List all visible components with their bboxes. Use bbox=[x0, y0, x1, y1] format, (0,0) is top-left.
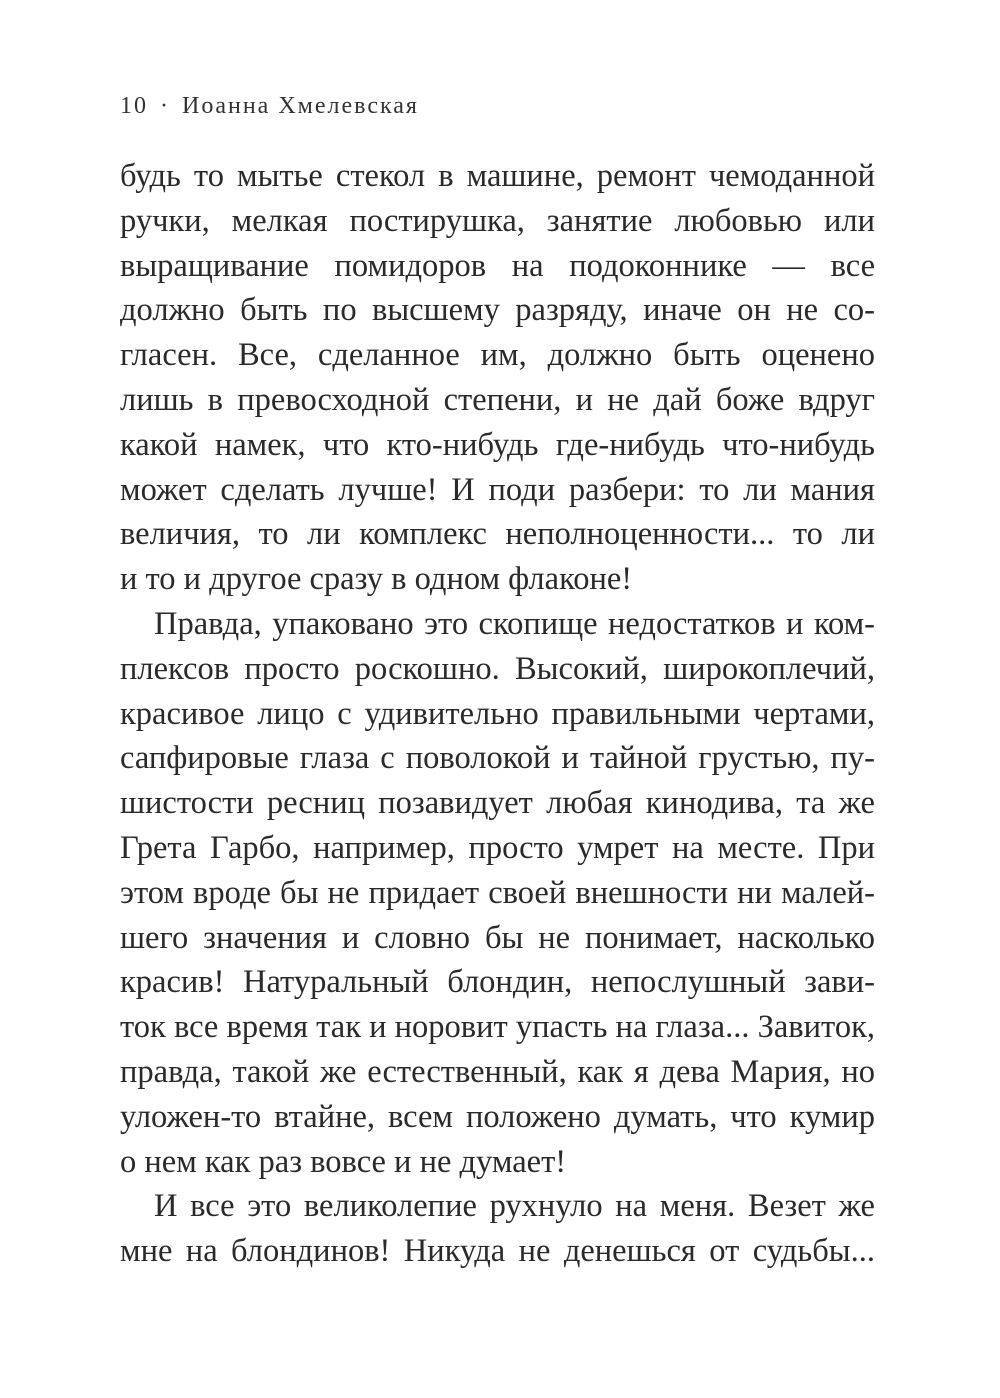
text-line: и то и другое сразу в одном флаконе! bbox=[120, 561, 633, 598]
header-separator: · bbox=[160, 93, 170, 119]
text-line: величия, то ли комплекс неполноценности... то ли bbox=[120, 516, 875, 553]
text-line: плексов просто роскошно. Высокий, широкоплечий, bbox=[120, 650, 875, 687]
text-line: выращивание помидоров на подоконнике — все bbox=[120, 247, 875, 284]
text-line: сапфировые глаза с поволокой и тайной грустью, пу- bbox=[120, 740, 875, 777]
text-line: о нем как раз вовсе и не думает! bbox=[120, 1143, 567, 1180]
text-line: мне на блондинов! Никуда не денешься от судьбы... bbox=[120, 1233, 875, 1270]
paragraph-3 bbox=[120, 1184, 875, 1274]
text-line: правда, такой же естественный, как я дева Мария, но bbox=[120, 1053, 875, 1090]
text-line: какой намек, что кто-нибудь где-нибудь что-нибудь bbox=[120, 426, 875, 463]
paragraph-1 bbox=[120, 154, 875, 602]
text-line: Грета Гарбо, например, просто умрет на месте. При bbox=[120, 829, 875, 866]
text-line: будь то мытье стекол в машине, ремонт чемоданной bbox=[120, 158, 875, 194]
text-line: шего значения и словно бы не понимает, насколько bbox=[120, 919, 875, 956]
text-line: может сделать лучше! И поди разбери: то ли мания bbox=[120, 471, 875, 508]
paragraph-2 bbox=[120, 602, 875, 1184]
running-head bbox=[120, 93, 419, 120]
text-line: ток все время так и норовит упасть на глаза... Завиток, bbox=[120, 1009, 875, 1046]
text-line: красив! Натуральный блондин, непослушный зави- bbox=[120, 964, 875, 1001]
body-text bbox=[120, 154, 875, 1274]
text-line: Правда, упаковано это скопище недостатков и ком- bbox=[154, 605, 875, 642]
text-line: лишь в превосходной степени, и не дай боже вдруг bbox=[120, 381, 875, 418]
page-number: 10 bbox=[120, 93, 148, 119]
text-line: красивое лицо с удивительно правильными чертами, bbox=[120, 695, 875, 732]
author-name: Иоанна Хмелевская bbox=[182, 93, 419, 119]
text-line: этом вроде бы не придает своей внешности ни малей- bbox=[120, 874, 875, 911]
text-line: должно быть по высшему разряду, иначе он не со- bbox=[120, 292, 875, 329]
text-line: И все это великолепие рухнуло на меня. Везет же bbox=[154, 1188, 875, 1225]
text-line: уложен-то втайне, всем положено думать, что кумир bbox=[120, 1098, 875, 1135]
text-line: ручки, мелкая постирушка, занятие любовью или bbox=[120, 202, 875, 239]
text-line: шистости ресниц позавидует любая кинодива, та же bbox=[120, 785, 875, 822]
text-line: гласен. Все, сделанное им, должно быть оценено bbox=[120, 337, 875, 374]
